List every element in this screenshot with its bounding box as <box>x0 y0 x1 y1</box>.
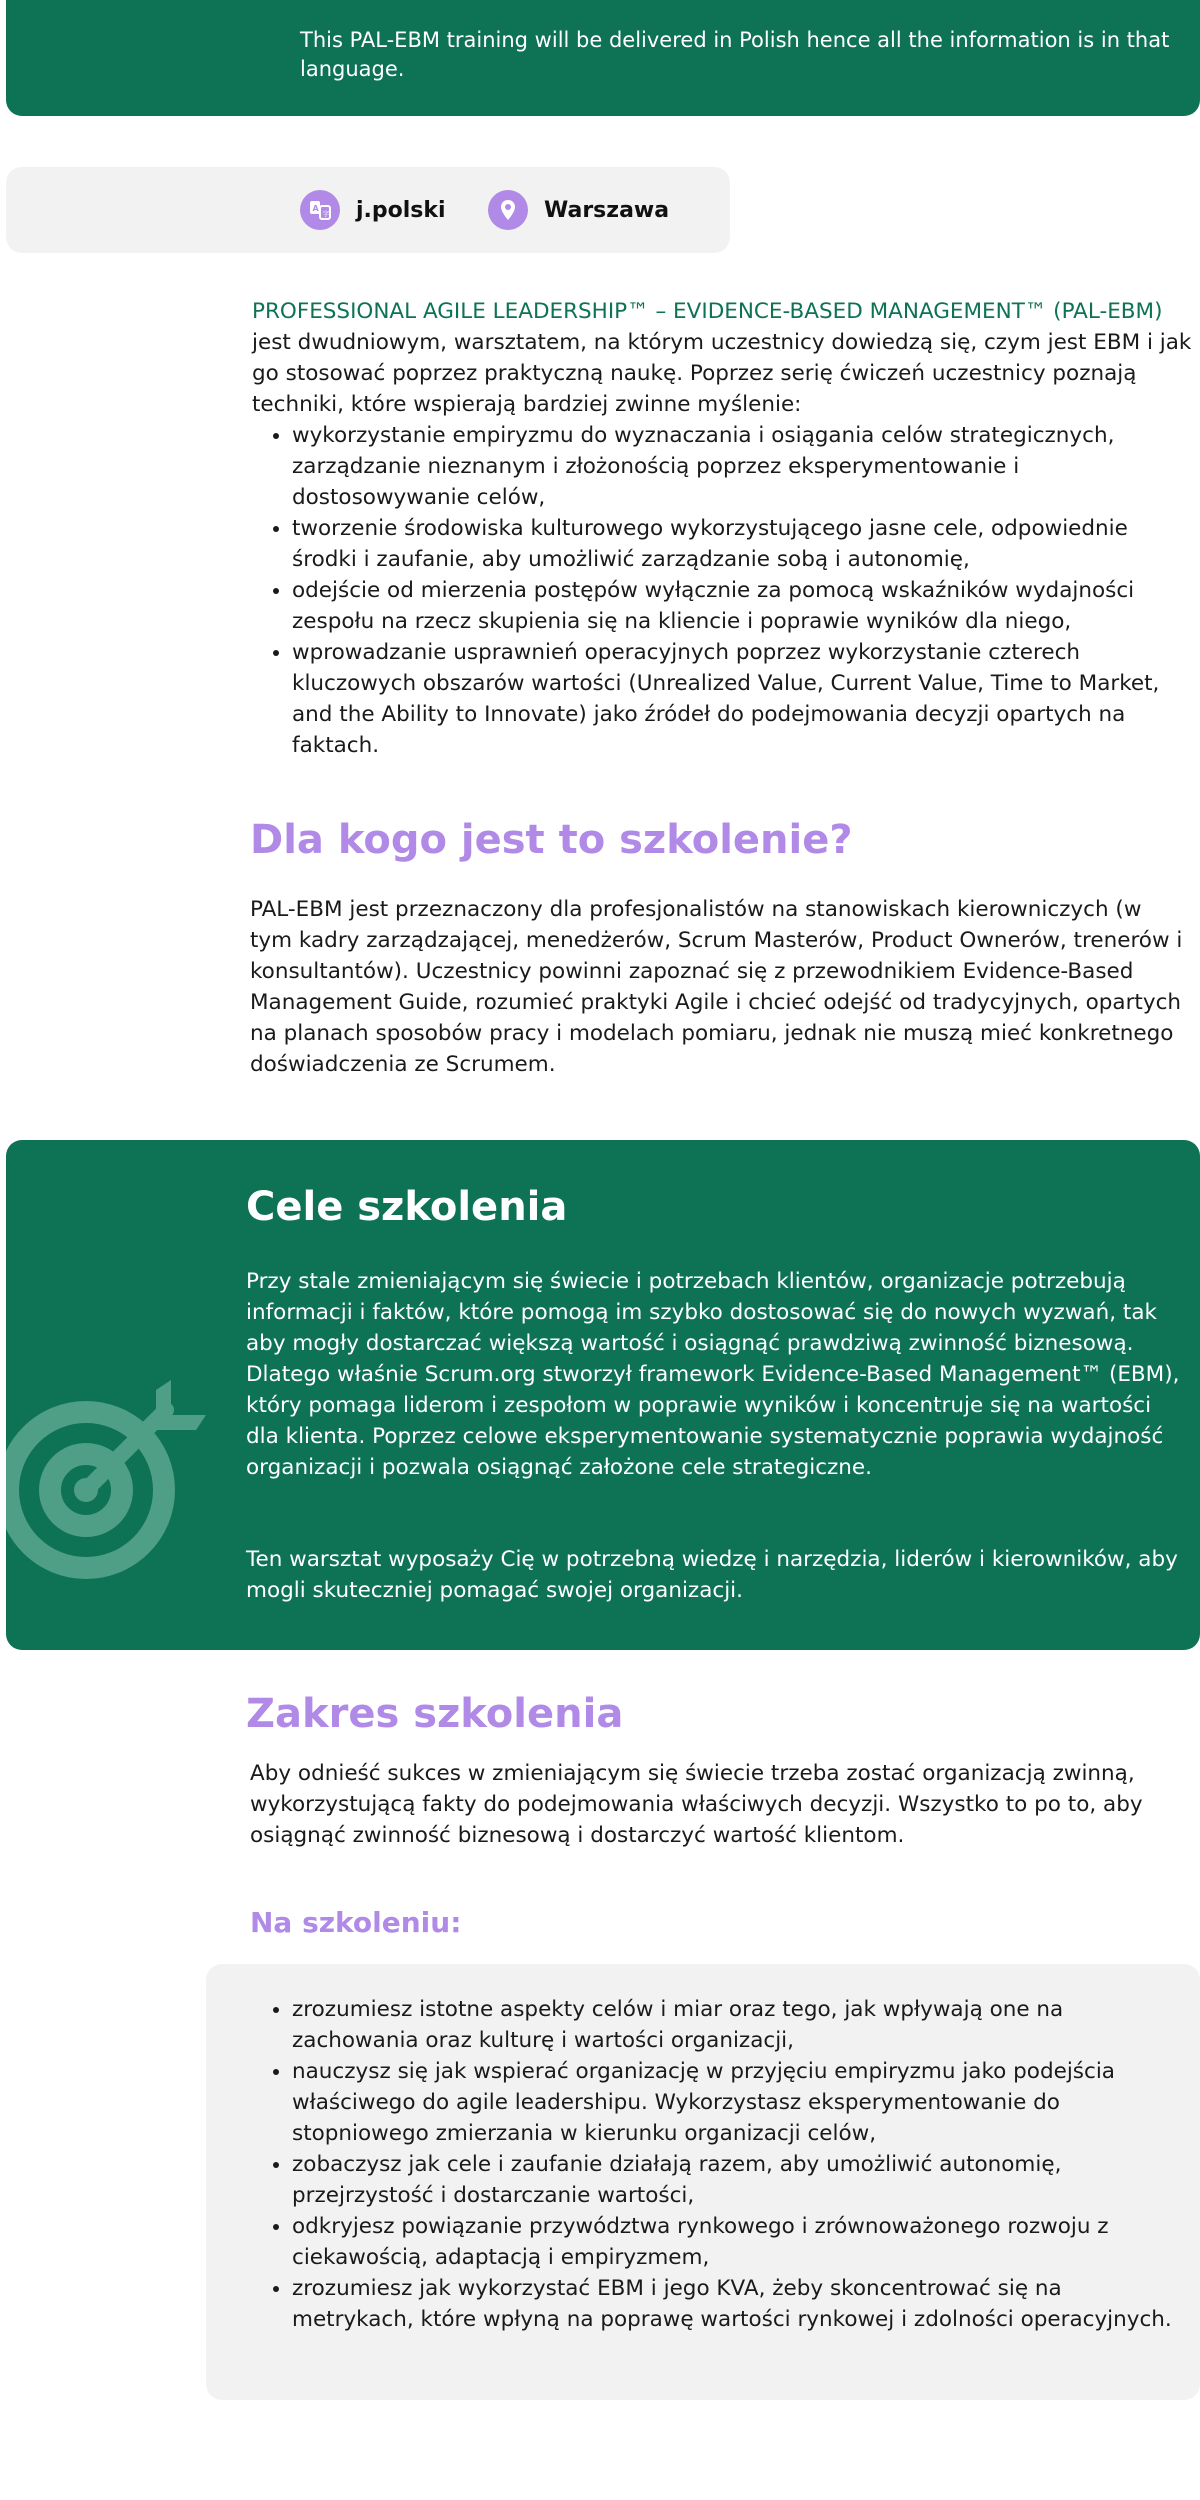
list-item: • wprowadzanie usprawnień operacyjnych poprzez wykorzystanie czterech kluczowych obszarów wartości (Unrealized Value, Current Value, Time to Market, and the Ability to Innovate) jako źródeł do podejmowania decyzji opartych na faktach. <box>292 637 1192 761</box>
goals-section <box>6 1140 1200 1650</box>
list-item: • odejście od mierzenia postępów wyłącznie za pomocą wskaźników wydajności zespołu na rzecz skupienia się na kliencie i poprawie wyników dla niego, <box>292 575 1192 637</box>
intro-text: jest dwudniowym, warsztatem, na którym uczestnicy dowiedzą się, czym jest EBM i jak go stosować poprzez praktyczną naukę. Poprzez serię ćwiczeń uczestnicy poznają techniki, które wspierają bardziej zwinne myślenie: <box>252 330 1192 417</box>
location-pin-icon <box>488 190 528 230</box>
language-info <box>300 190 446 230</box>
scope-subheading: Na szkoleniu: <box>250 1906 462 1939</box>
location-label: Warszawa <box>544 197 670 223</box>
translate-icon <box>300 190 340 230</box>
svg-text:字: 字 <box>322 210 330 218</box>
list-item: • wykorzystanie empiryzmu do wyznaczania i osiągania celów strategicznych, zarządzanie nieznanym i złożonością poprzez eksperymentowanie i dostosowywanie celów, <box>292 420 1192 513</box>
list-item: • odkryjesz powiązanie przywództwa rynkowego i zrównoważonego rozwoju z ciekawością, adaptacją i empiryzmem, <box>292 2211 1172 2273</box>
audience-heading: Dla kogo jest to szkolenie? <box>250 817 853 863</box>
svg-text:A: A <box>312 204 319 213</box>
scope-list <box>252 1994 1172 2335</box>
audience-text: PAL-EBM jest przeznaczony dla profesjonalistów na stanowiskach kierowniczych (w tym kadry zarządzającej, menedżerów, Scrum Masterów, Product Ownerów, trenerów i konsultantów). Uczestnicy powinni zapoznać się z przewodnikiem Evidence-Based Management Guide, rozumieć praktyki Agile i chcieć odejść od tradycyjnych, opartych na planach sposobów pracy i modelach pomiaru, jednak nie muszą mieć konkretnego doświadczenia ze Scrumem. <box>250 897 1183 1077</box>
notice-text: This PAL-EBM training will be delivered in Polish hence all the information is in that language. <box>300 28 1170 81</box>
list-item: • nauczysz się jak wspierać organizację w przyjęciu empiryzmu jako podejścia właściwego do agile leadershipu. Wykorzystasz eksperymentowanie do stopniowego zmierzania w kierunku organizacji celów, <box>292 2056 1172 2149</box>
scope-bullet-list <box>252 1994 1172 2335</box>
target-icon <box>6 1360 216 1584</box>
goals-paragraph-2: Ten warsztat wyposaży Cię w potrzebną wiedzę i narzędzia, liderów i kierowników, aby mogli skuteczniej pomagać swojej organizacji. <box>246 1547 1178 1603</box>
list-item: • zrozumiesz jak wykorzystać EBM i jego KVA, żeby skoncentrować się na metrykach, które wpłyną na poprawę wartości rynkowej i zdolności operacyjnych. <box>292 2273 1172 2335</box>
intro-section <box>252 296 1192 761</box>
goals-paragraph-1: Przy stale zmieniającym się świecie i potrzebach klientów, organizacje potrzebują informacji i faktów, które pomogą im szybko dostosować się do nowych wyzwań, tak aby mogły dostarczać większą wartość i osiągnąć prawdziwą zwinność biznesową. Dlatego właśnie Scrum.org stworzył framework Evidence-Based Management™ (EBM), który pomaga liderom i zespołom w poprawie wyników i koncentruje się na wartości dla klienta. Poprzez celowe eksperymentowanie systematycznie poprawia wydajność organizacji i pozwala osiągnąć założone cele strategiczne. <box>246 1269 1180 1480</box>
scope-text: Aby odnieść sukces w zmieniającym się świecie trzeba zostać organizacją zwinną, wykorzystującą fakty do podejmowania właściwych decyzji. Wszystko to po to, aby osiągnąć zwinność biznesową i dostarczyć wartość klientom. <box>250 1761 1143 1848</box>
location-info <box>488 190 669 230</box>
intro-lead: PROFESSIONAL AGILE LEADERSHIP™ – EVIDENCE-BASED MANAGEMENT™ (PAL-EBM) <box>252 299 1163 324</box>
list-item: • zobaczysz jak cele i zaufanie działają razem, aby umożliwić autonomię, przejrzystość i dostarczanie wartości, <box>292 2149 1172 2211</box>
list-item: • zrozumiesz istotne aspekty celów i miar oraz tego, jak wpływają one na zachowania oraz kulturę i wartości organizacji, <box>292 1994 1172 2056</box>
list-item: • tworzenie środowiska kulturowego wykorzystującego jasne cele, odpowiednie środki i zaufanie, aby umożliwić zarządzanie sobą i autonomię, <box>292 513 1192 575</box>
goals-heading: Cele szkolenia <box>246 1184 568 1230</box>
scope-heading: Zakres szkolenia <box>246 1691 624 1737</box>
language-label: j.polski <box>356 197 446 223</box>
intro-bullet-list <box>252 420 1192 761</box>
